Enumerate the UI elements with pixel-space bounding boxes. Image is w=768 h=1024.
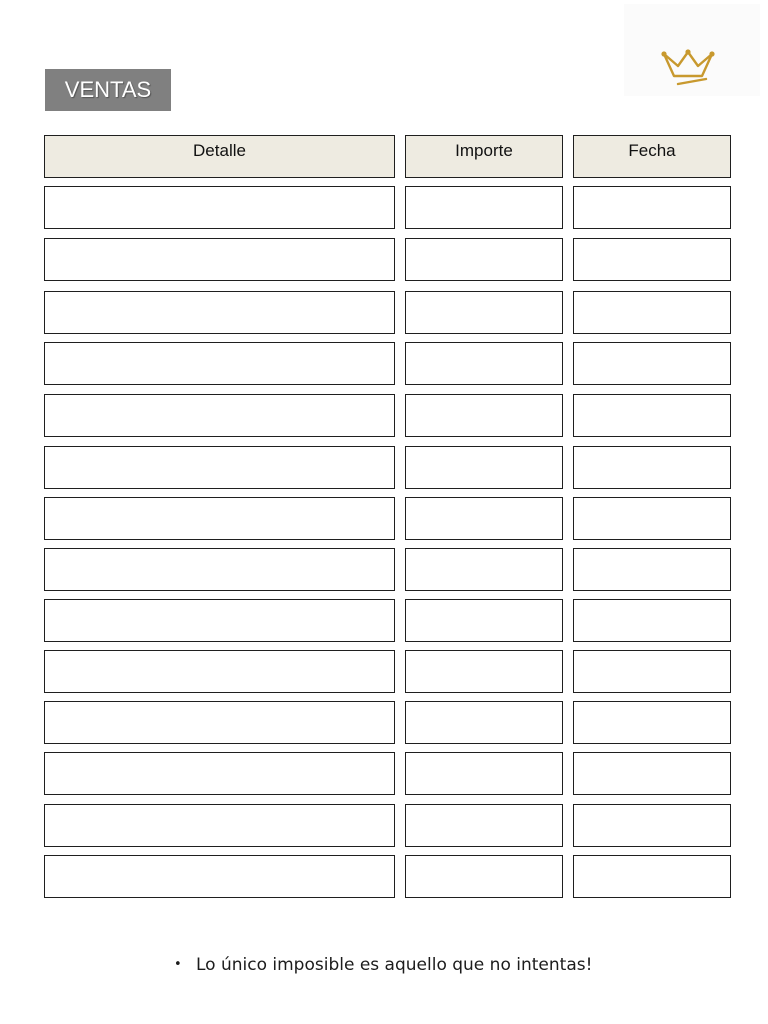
table-cell-importe[interactable] <box>405 186 563 229</box>
table-cell-detalle[interactable] <box>44 650 395 693</box>
table-cell-importe[interactable] <box>405 497 563 540</box>
table-cell-importe[interactable] <box>405 599 563 642</box>
crown-icon <box>660 44 716 88</box>
table-cell-importe[interactable] <box>405 804 563 847</box>
table-cell-importe[interactable] <box>405 446 563 489</box>
table-cell-fecha[interactable] <box>573 650 731 693</box>
table-cell-importe[interactable] <box>405 701 563 744</box>
table-cell-detalle[interactable] <box>44 342 395 385</box>
table-cell-detalle[interactable] <box>44 752 395 795</box>
table-cell-detalle[interactable] <box>44 446 395 489</box>
footer-quote <box>174 955 592 975</box>
table-cell-detalle[interactable] <box>44 186 395 229</box>
table-cell-detalle[interactable] <box>44 394 395 437</box>
table-cell-importe[interactable] <box>405 238 563 281</box>
table-cell-fecha[interactable] <box>573 804 731 847</box>
table-cell-fecha[interactable] <box>573 599 731 642</box>
table-cell-fecha[interactable] <box>573 752 731 795</box>
table-cell-detalle[interactable] <box>44 548 395 591</box>
table-cell-importe[interactable] <box>405 394 563 437</box>
table-cell-detalle[interactable] <box>44 497 395 540</box>
page-title: VENTAS <box>45 69 171 111</box>
column-header-importe: Importe <box>405 135 563 178</box>
table-cell-detalle[interactable] <box>44 855 395 898</box>
column-header-detalle: Detalle <box>44 135 395 178</box>
table-cell-fecha[interactable] <box>573 291 731 334</box>
table-cell-fecha[interactable] <box>573 548 731 591</box>
table-cell-detalle[interactable] <box>44 804 395 847</box>
table-cell-fecha[interactable] <box>573 701 731 744</box>
bullet-point: • <box>174 957 182 972</box>
table-cell-importe[interactable] <box>405 291 563 334</box>
quote-text: Lo único imposible es aquello que no intentas! <box>196 955 593 975</box>
table-cell-fecha[interactable] <box>573 497 731 540</box>
table-cell-detalle[interactable] <box>44 291 395 334</box>
table-cell-fecha[interactable] <box>573 855 731 898</box>
table-cell-detalle[interactable] <box>44 701 395 744</box>
table-cell-fecha[interactable] <box>573 342 731 385</box>
table-cell-detalle[interactable] <box>44 238 395 281</box>
table-cell-fecha[interactable] <box>573 446 731 489</box>
table-cell-importe[interactable] <box>405 548 563 591</box>
table-cell-fecha[interactable] <box>573 394 731 437</box>
table-cell-importe[interactable] <box>405 855 563 898</box>
table-cell-importe[interactable] <box>405 752 563 795</box>
table-cell-importe[interactable] <box>405 342 563 385</box>
column-header-fecha: Fecha <box>573 135 731 178</box>
table-cell-fecha[interactable] <box>573 186 731 229</box>
logo <box>624 4 760 96</box>
table-cell-importe[interactable] <box>405 650 563 693</box>
table-cell-fecha[interactable] <box>573 238 731 281</box>
table-cell-detalle[interactable] <box>44 599 395 642</box>
